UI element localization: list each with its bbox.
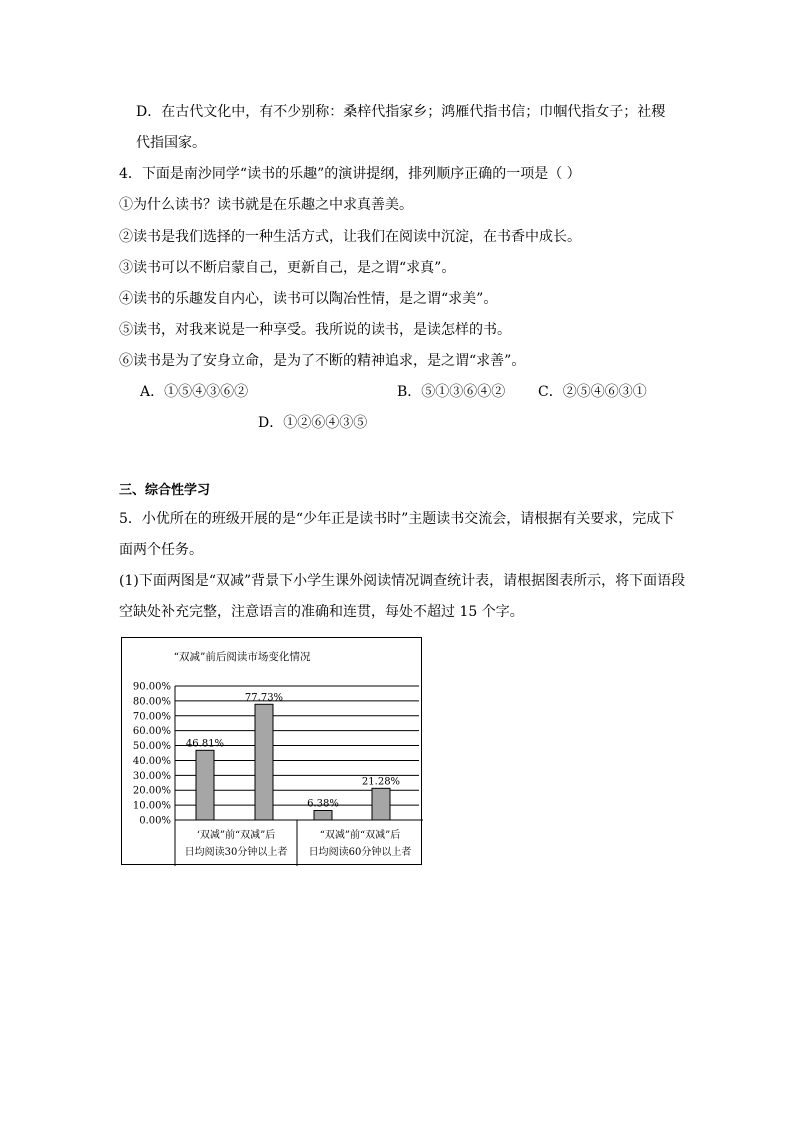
bar-value-label: 6.38% — [307, 798, 339, 810]
bar — [255, 704, 273, 820]
y-tick-label: 10.00% — [132, 800, 171, 812]
y-tick-label: 30.00% — [132, 770, 171, 782]
bar — [314, 811, 332, 820]
q3-option-d-line2: 代指国家。 — [136, 135, 206, 151]
bar — [372, 788, 390, 820]
q3-option-d-line1: D．在古代文化中，有不少别称：桑梓代指家乡；鸿雁代指书信；巾帼代指女子；社稷 — [136, 104, 666, 120]
category-label: “双减”前“双减”后 — [319, 830, 401, 841]
q4-option-b: B．⑤①③⑥④② — [397, 384, 506, 400]
y-tick-label: 80.00% — [132, 696, 171, 708]
q5-sub1-line1: (1)下面两图是“双减”背景下小学生课外阅读情况调查统计表，请根据图表所示，将下面语段 — [119, 573, 686, 589]
y-tick-label: 60.00% — [132, 726, 171, 738]
q4-item-6: ⑥读书是为了安身立命，是为了不断的精神追求，是之谓“求善”。 — [119, 353, 526, 369]
reading-chart-svg — [122, 638, 423, 866]
bar-value-label: 46.81% — [185, 738, 225, 750]
q4-item-4: ④读书的乐趣发自内心，读书可以陶冶性情，是之谓“求美”。 — [119, 291, 498, 307]
q4-item-3: ③读书可以不断启蒙自己，更新自己，是之谓“求真”。 — [119, 260, 456, 276]
bar-value-label: 21.28% — [361, 776, 401, 788]
y-tick-label: 20.00% — [132, 785, 171, 797]
q5-sub1-line2: 空缺处补充完整，注意语言的准确和连贯，每处不超过 15 个字。 — [119, 604, 524, 620]
y-tick-label: 40.00% — [132, 755, 171, 767]
q4-item-1: ①为什么读书？读书就是在乐趣之中求真善美。 — [119, 197, 413, 213]
section-heading: 三、综合性学习 — [119, 483, 211, 498]
bar-value-label: 77.73% — [244, 692, 284, 704]
group-label: 日均阅读60分钟以上者 — [308, 847, 412, 858]
q4-stem: 4．下面是南沙同学“读书的乐趣”的演讲提纲，排列顺序正确的一项是（ ） — [119, 166, 581, 182]
q4-item-2: ②读书是我们选择的一种生活方式，让我们在阅读中沉淀，在书香中成长。 — [119, 229, 581, 245]
q5-line2: 面两个任务。 — [119, 542, 203, 558]
y-tick-label: 0.00% — [139, 815, 171, 827]
reading-chart — [121, 637, 422, 865]
q4-option-a: A．①⑤④③⑥② — [140, 384, 249, 400]
category-label: ‘双减”前“双减”后 — [196, 830, 276, 841]
q4-item-5: ⑤读书，对我来说是一种享受。我所说的读书，是读怎样的书。 — [119, 322, 511, 338]
y-tick-label: 70.00% — [132, 711, 171, 723]
bar — [196, 750, 214, 820]
y-tick-label: 90.00% — [132, 681, 171, 693]
y-tick-label: 50.00% — [132, 741, 171, 753]
q4-option-d: D．①②⑥④③⑤ — [258, 415, 368, 431]
q5-line1: 5．小优所在的班级开展的是“少年正是读书时”主题读书交流会，请根据有关要求，完成下 — [119, 511, 675, 527]
q4-option-c: C．②⑤④⑥③① — [538, 384, 647, 400]
group-label: 日均阅读30分钟以上者 — [184, 847, 288, 858]
chart-title: “双减”前后阅读市场变化情况 — [173, 651, 311, 663]
